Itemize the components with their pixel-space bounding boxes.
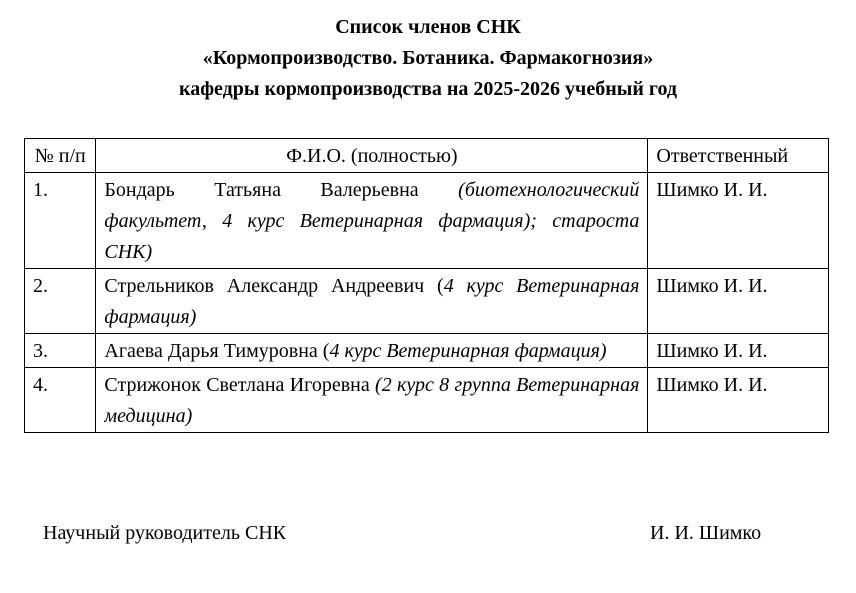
member-note: 4 курс Ветеринарная фармация) [104,275,640,328]
member-name: Бондарь Татьяна Валерьевна [104,179,459,201]
document-title [0,12,856,105]
table-row [25,269,829,334]
member-cell [96,269,648,334]
row-number: 2. [25,269,96,334]
table-row [25,334,829,368]
title-line-2: «Кормопроизводство. Ботаника. Фармакогнозия» [202,47,654,69]
header-number: № п/п [25,139,96,173]
row-number: 1. [25,173,96,269]
members-table [24,138,829,433]
responsible-name: Шимко И. И. [648,269,829,334]
member-cell [96,334,648,368]
member-name: Стрельников Александр Андреевич ( [104,275,444,297]
member-cell [96,368,648,433]
table-header-row [25,139,829,173]
title-line-3: кафедры кормопроизводства на 2025-2026 учебный год [178,78,677,100]
member-cell [96,173,648,269]
title-line-1: Список членов СНК [335,16,521,38]
table-row [25,173,829,269]
row-number: 3. [25,334,96,368]
responsible-name: Шимко И. И. [648,334,829,368]
responsible-name: Шимко И. И. [648,368,829,433]
member-note: (2 курс 8 группа Ветеринарная медицина) [104,374,640,427]
row-number: 4. [25,368,96,433]
supervisor-role: Научный руководитель СНК [43,522,287,544]
member-note: (биотехнологический факультет, 4 курс Ветеринарная фармация); староста СНК) [104,179,640,263]
table-row [25,368,829,433]
member-name: Стрижонок Светлана Игоревна [104,374,376,396]
member-note: 4 курс Ветеринарная фармация) [329,340,607,362]
member-name: Агаева Дарья Тимуровна ( [104,340,330,362]
supervisor-name: И. И. Шимко [650,522,762,544]
header-full-name: Ф.И.О. (полностью) [96,139,648,173]
responsible-name: Шимко И. И. [648,173,829,269]
header-responsible: Ответственный [648,139,829,173]
